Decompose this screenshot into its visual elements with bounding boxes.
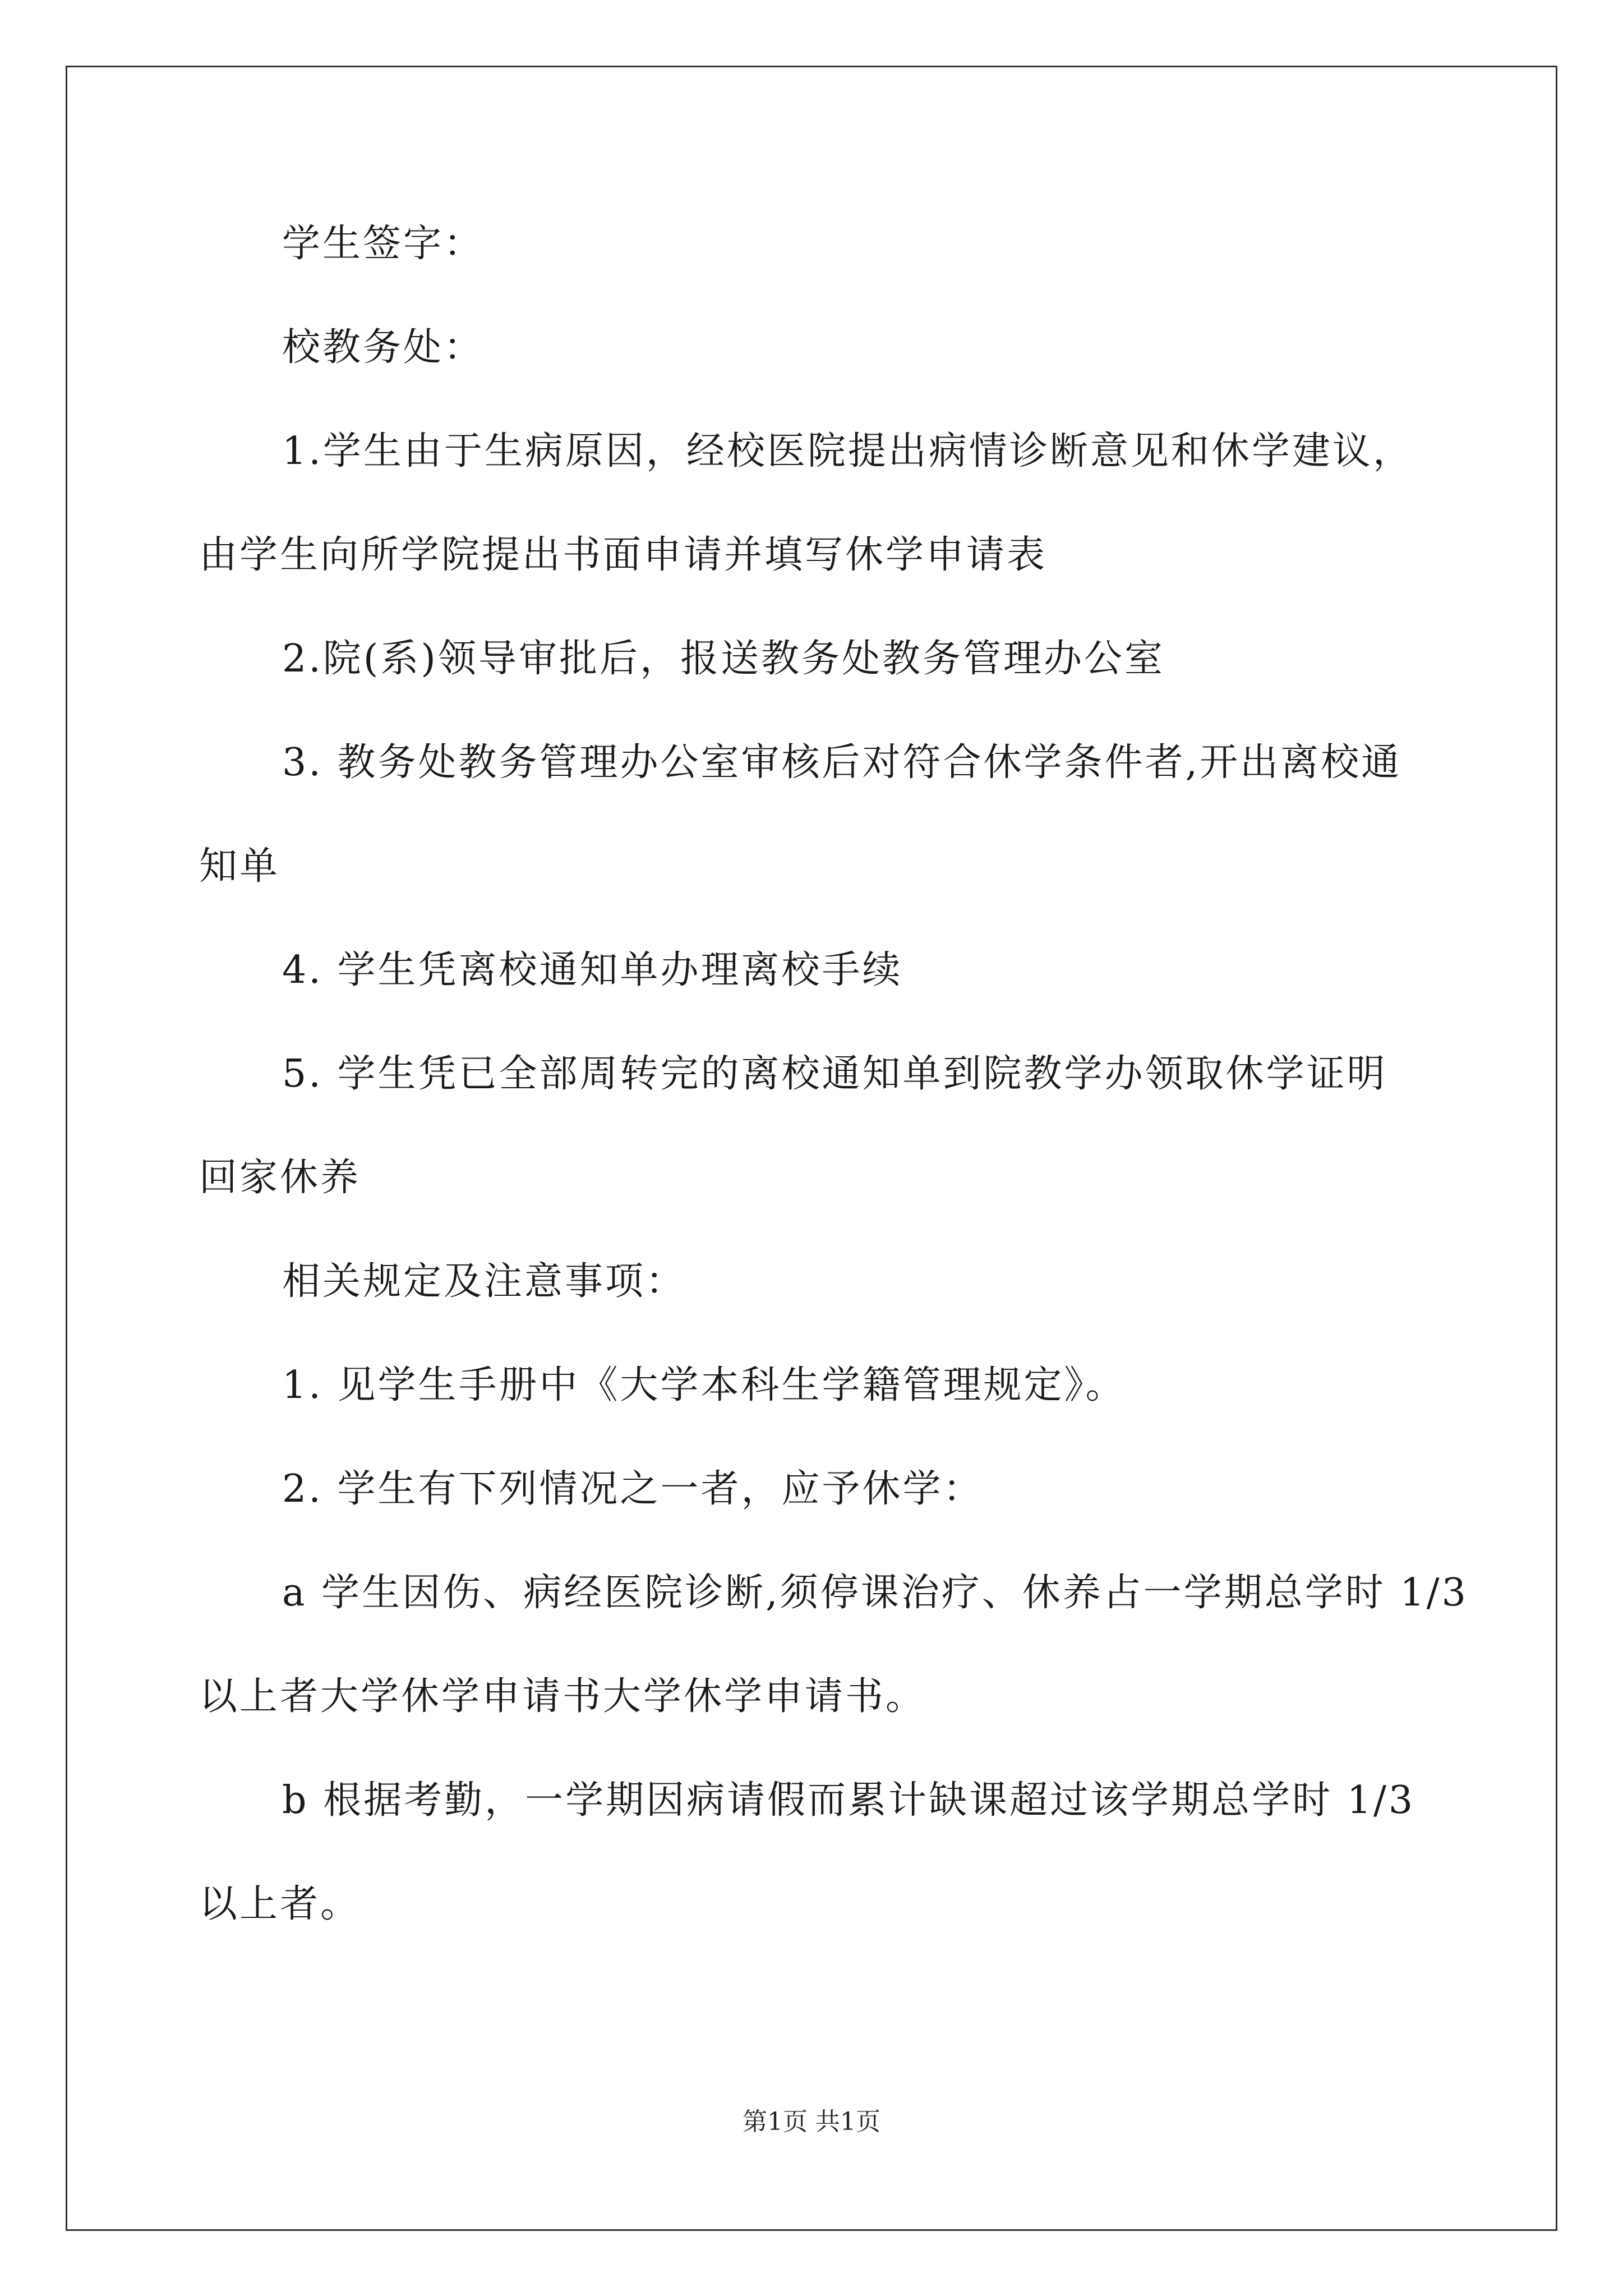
text-line: a 学生因伤、病经医院诊断,须停课治疗、休养占一学期总学时 1/3: [282, 1571, 1468, 1615]
text-line: 以上者大学休学申请书大学休学申请书。: [199, 1674, 926, 1719]
text-line: 知单: [199, 844, 280, 889]
text-line: 校教务处：: [282, 325, 485, 370]
text-line: 回家休养: [199, 1156, 361, 1200]
text-line: 学生签字：: [282, 222, 485, 266]
text-line: 以上者。: [199, 1882, 361, 1926]
text-line: 1.学生由于生病原因，经校医院提出病情诊断意见和休学建议，: [282, 429, 1413, 473]
text-line: 1. 见学生手册中《大学本科生学籍管理规定》。: [282, 1363, 1126, 1407]
text-line: 4. 学生凭离校通知单办理离校手续: [282, 948, 903, 992]
text-line: 5. 学生凭已全部周转完的离校通知单到院教学办领取休学证明: [282, 1052, 1387, 1096]
text-line: 由学生向所学院提出书面申请并填写休学申请表: [199, 533, 1048, 577]
text-line: b 根据考勤，一学期因病请假而累计缺课超过该学期总学时 1/3: [282, 1778, 1415, 1823]
text-line: 2.院(系)领导审批后，报送教务处教务管理办公室: [282, 637, 1165, 681]
page-number-footer: 第1页 共1页: [743, 2108, 880, 2136]
text-line: 2. 学生有下列情况之一者，应予休学：: [282, 1467, 984, 1511]
text-line: 3. 教务处教务管理办公室审核后对符合休学条件者,开出离校通: [282, 740, 1402, 785]
text-line: 相关规定及注意事项：: [282, 1259, 686, 1304]
